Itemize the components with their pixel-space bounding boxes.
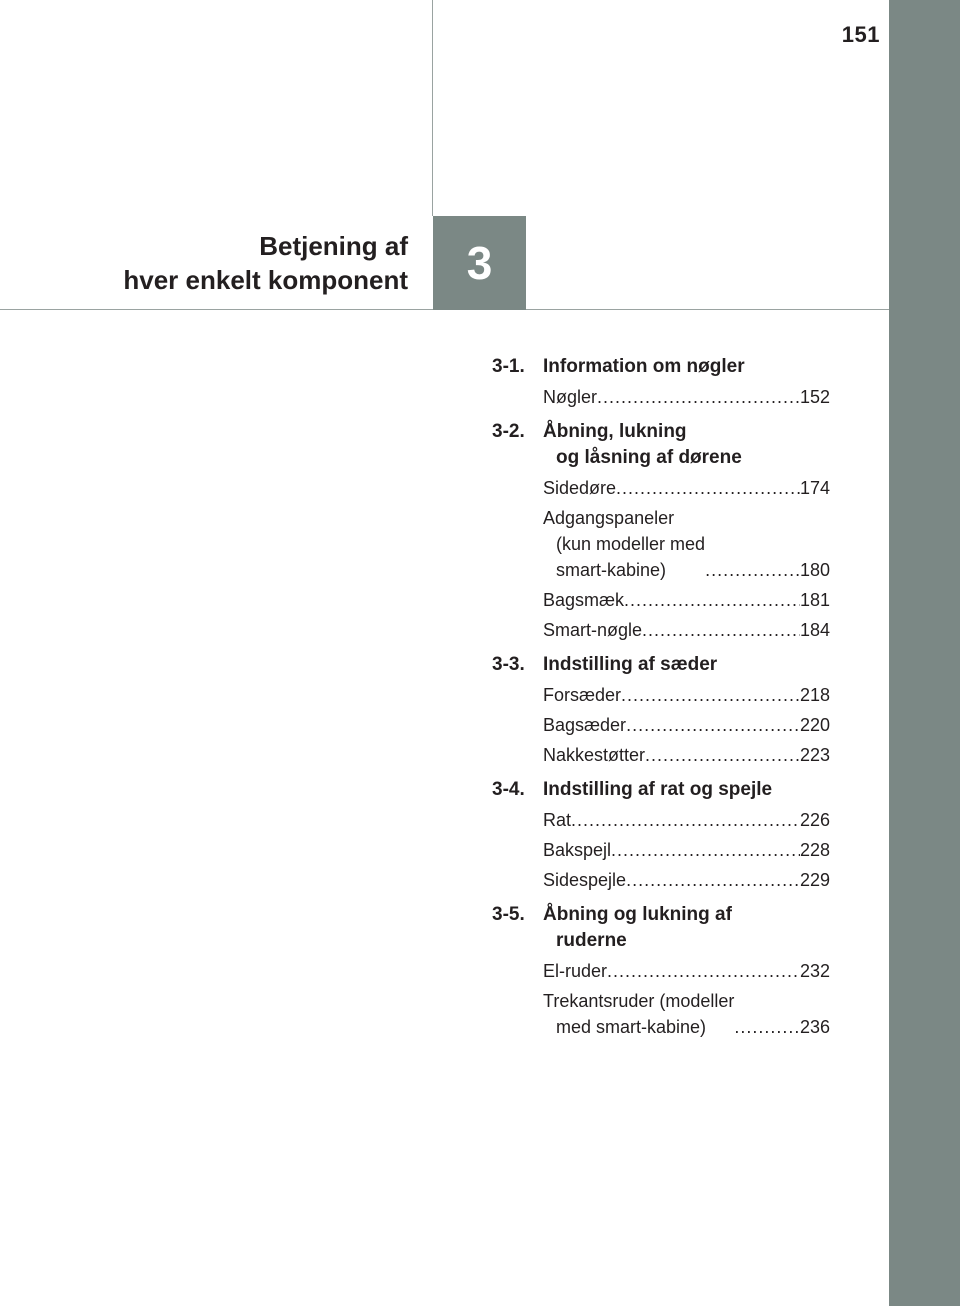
toc-entry-title: [543, 384, 597, 410]
toc-entry[interactable]: [543, 958, 830, 984]
toc-entry-title-line: Bagsæder: [543, 715, 627, 735]
toc-entry[interactable]: [543, 587, 830, 613]
toc-entry-title: [543, 475, 616, 501]
toc-dot-leader: [624, 587, 800, 613]
toc-entry-title-line: Nakkestøtter: [543, 745, 646, 765]
toc-entry-page: 218: [799, 685, 830, 705]
toc-entry-title: [543, 958, 607, 984]
toc-entry-title-line: Sidedøre: [543, 478, 617, 498]
toc-entry-page: 184: [799, 620, 830, 640]
toc-section: [492, 419, 830, 471]
toc-dot-leader: [626, 867, 800, 893]
toc-entry-page: 181: [799, 590, 830, 610]
toc-entry-page: 180: [799, 560, 830, 580]
toc-section-title-line: Åbning, lukning: [543, 421, 687, 442]
toc-entry-page: 232: [799, 961, 830, 981]
toc-entry-title-line: Rat: [543, 810, 572, 830]
chapter-title: [123, 229, 408, 297]
toc-section: [492, 902, 830, 954]
chapter-title-line-2: hver enkelt komponent: [123, 265, 408, 295]
toc-entry-title: [543, 587, 624, 613]
page-number: 151: [841, 22, 880, 47]
toc-dot-leader: [607, 958, 800, 984]
toc-entry-page: 226: [799, 810, 830, 830]
toc-section-title: [543, 777, 830, 803]
toc-entry-title: [543, 742, 645, 768]
toc-entry-title: [543, 505, 705, 583]
toc-dot-leader: [705, 557, 800, 583]
toc-section-title: [543, 902, 830, 954]
toc-dot-leader: [571, 807, 800, 833]
toc-entry-title-line: Smart-nøgle: [543, 620, 643, 640]
toc-section-title-line: ruderne: [556, 930, 627, 951]
toc-section-number: 3-1.: [492, 356, 525, 377]
toc-entry[interactable]: [543, 475, 830, 501]
toc-entry-title: [543, 712, 626, 738]
toc-entry-title: [543, 837, 611, 863]
toc-section-title-line: og låsning af dørene: [556, 447, 742, 468]
toc-section-number: 3-5.: [492, 904, 525, 925]
toc-section-title-line: Information om nøgler: [543, 356, 745, 377]
toc-entry[interactable]: [543, 384, 830, 410]
toc-section-number: 3-3.: [492, 654, 525, 675]
toc-entry[interactable]: [543, 837, 830, 863]
toc-entry-title-line: Nøgler: [543, 387, 598, 407]
toc-entry-title-line: smart-kabine): [556, 560, 667, 580]
toc-entry[interactable]: [543, 682, 830, 708]
toc-entry-title-line: Adgangspaneler: [543, 508, 675, 528]
toc-entry-title-line: Sidespejle: [543, 870, 627, 890]
toc-section-title-line: Indstilling af rat og spejle: [543, 779, 773, 800]
toc-entry-title-line: El-ruder: [543, 961, 608, 981]
toc-dot-leader: [597, 384, 800, 410]
toc-entry-page: 229: [799, 870, 830, 890]
toc-entry-title-line: Bakspejl: [543, 840, 612, 860]
toc-entry-title-line: Bagsmæk: [543, 590, 625, 610]
chapter-side-tab: [889, 0, 960, 1306]
chapter-title-line-1: Betjening af: [259, 231, 408, 261]
toc-entry-page: 220: [799, 715, 830, 735]
toc-dot-leader: [645, 742, 800, 768]
toc-entry-title: [543, 807, 571, 833]
toc-entry[interactable]: [543, 617, 830, 643]
toc-entry-title: [543, 988, 734, 1040]
toc-entry-title: [543, 867, 626, 893]
toc-entry-title-line: Forsæder: [543, 685, 622, 705]
toc-entry-title: [543, 682, 621, 708]
toc-entry[interactable]: [543, 742, 830, 768]
toc-dot-leader: [611, 837, 800, 863]
toc-dot-leader: [642, 617, 800, 643]
toc-section: [492, 777, 830, 803]
toc-entry-page: 174: [799, 478, 830, 498]
toc-section-number: 3-2.: [492, 421, 525, 442]
header-vertical-divider: [432, 0, 433, 216]
toc-entry[interactable]: [543, 867, 830, 893]
toc-dot-leader: [621, 682, 800, 708]
toc-entry[interactable]: [543, 988, 830, 1040]
toc-entry-page: 228: [799, 840, 830, 860]
toc-entry[interactable]: [543, 712, 830, 738]
toc-section: [492, 354, 830, 380]
chapter-number-box: 3: [433, 216, 526, 310]
toc-section: [492, 652, 830, 678]
toc-dot-leader: [616, 475, 800, 501]
toc-section-number: 3-4.: [492, 779, 525, 800]
table-of-contents: [492, 354, 830, 1040]
toc-dot-leader: [626, 712, 800, 738]
toc-entry-page: 223: [799, 745, 830, 765]
toc-entry-page: 152: [799, 387, 830, 407]
toc-entry-title-line: Trekantsruder (modeller: [543, 991, 735, 1011]
toc-entry-page: 236: [799, 1017, 830, 1037]
toc-entry-title: [543, 617, 642, 643]
toc-section-title: [543, 652, 830, 678]
toc-section-title: [543, 419, 830, 471]
toc-entry[interactable]: [543, 807, 830, 833]
toc-entry[interactable]: [543, 505, 830, 583]
toc-section-title-line: Indstilling af sæder: [543, 654, 718, 675]
toc-section-title-line: Åbning og lukning af: [543, 904, 732, 925]
toc-entry-title-line: (kun modeller med: [556, 534, 706, 554]
toc-entry-title-line: med smart-kabine): [556, 1017, 707, 1037]
toc-section-title: [543, 354, 830, 380]
toc-dot-leader: [734, 1014, 800, 1040]
